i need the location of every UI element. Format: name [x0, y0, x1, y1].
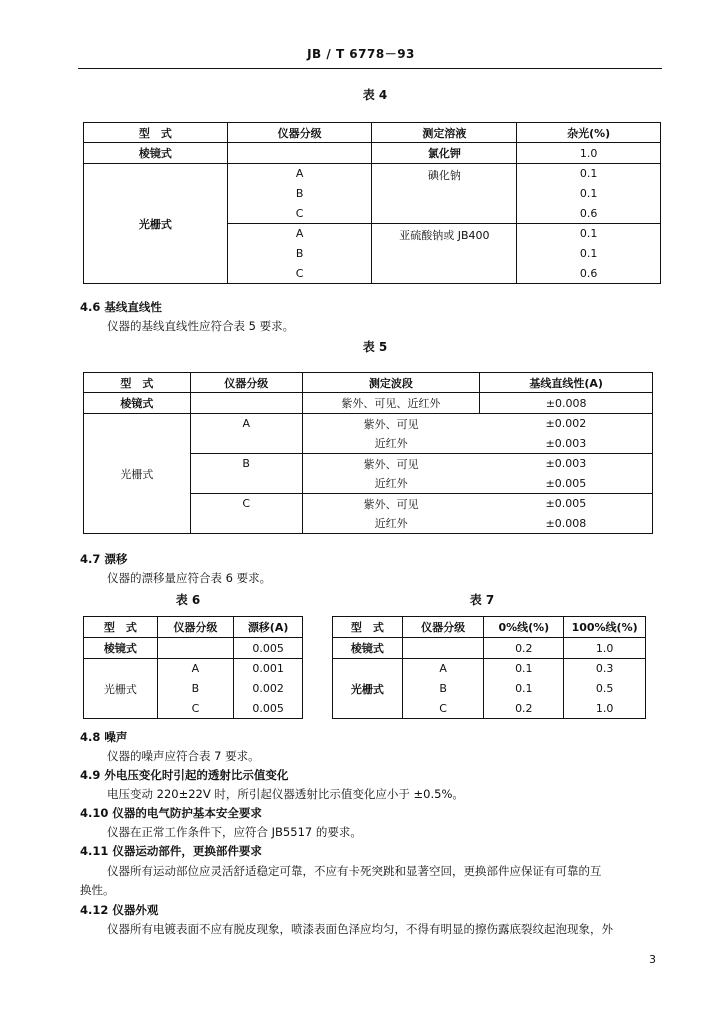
- table5-cell-band: 紫外、可见: [363, 417, 419, 431]
- table7-header-zero-line: 0%线(%): [484, 617, 564, 638]
- section-4-6-body: 仪器的基线直线性应符合表 5 要求。: [107, 319, 295, 333]
- table4-cell-value: 1.0: [517, 143, 661, 164]
- table5-cell-value: ±0.003: [480, 454, 653, 474]
- table5-cell-level: C: [190, 494, 302, 534]
- table4-cell-solution: 氯化钾: [372, 143, 517, 164]
- section-4-9-title: 4.9 外电压变化时引起的透射比示值变化: [80, 768, 289, 782]
- table6-cell-level: C: [157, 699, 234, 719]
- table7-cell-full: 1.0: [564, 699, 646, 719]
- table5: [83, 372, 653, 534]
- table5-cell-grating: 光栅式: [84, 414, 191, 534]
- table7-cell-full: 0.3: [564, 659, 646, 679]
- table5-cell-value: ±0.005: [480, 494, 653, 514]
- table6-cell-value: 0.005: [234, 638, 303, 659]
- table4-cell-type: 棱镜式: [84, 143, 228, 164]
- table7-header-full-line: 100%线(%): [564, 617, 646, 638]
- table7-cell-zero: 0.2: [484, 638, 564, 659]
- table5-cell-value: ±0.008: [480, 514, 653, 534]
- table6-cell-grating: 光栅式: [84, 659, 158, 719]
- table6-header-drift: 漂移(A): [234, 617, 303, 638]
- table6: [83, 616, 303, 719]
- table6-header-level: 仪器分级: [157, 617, 234, 638]
- table4-cell-value: 0.1: [517, 164, 661, 184]
- table5-cell-band: 紫外、可见、近红外: [302, 393, 480, 414]
- standard-code-header: JB / T 6778－93: [307, 47, 415, 61]
- table4-header-solution: 测定溶液: [372, 123, 517, 143]
- header-rule: [78, 68, 662, 69]
- section-4-8-title: 4.8 噪声: [80, 730, 128, 744]
- table5-cell-level: A: [190, 414, 302, 454]
- table7-cell-full: 0.5: [564, 679, 646, 699]
- table4-cell-level: C: [227, 204, 372, 224]
- table5-cell-band: 近红外: [302, 474, 480, 494]
- table5-header-band: 测定波段: [302, 373, 480, 393]
- table7-header-level: 仪器分级: [402, 617, 484, 638]
- table5-cell-value: ±0.005: [480, 474, 653, 494]
- section-4-10-body: 仪器在正常工作条件下，应符合 JB5517 的要求。: [107, 825, 362, 839]
- table5-header-level: 仪器分级: [190, 373, 302, 393]
- table4-cell-grating: 光栅式: [84, 164, 228, 284]
- table4-cell-value: 0.1: [517, 224, 661, 244]
- section-4-11-body-line1: 仪器所有运动部位应灵活舒适稳定可靠，不应有卡死突跳和显著空回，更换部件应保证有可靠的互: [107, 864, 602, 878]
- table7-cell-zero: 0.2: [484, 699, 564, 719]
- section-4-7-title: 4.7 漂移: [80, 552, 128, 566]
- table4-header-type: 型 式: [84, 123, 228, 143]
- section-4-11-title: 4.11 仪器运动部件，更换部件要求: [80, 844, 262, 858]
- table7-caption: 表 7: [469, 593, 495, 607]
- table7-header-type: 型 式: [333, 617, 403, 638]
- table7-cell-grating: 光栅式: [333, 659, 403, 719]
- table6-cell-level: A: [157, 659, 234, 679]
- section-4-11-body-line2: 换性。: [80, 883, 115, 897]
- table4-caption: 表 4: [362, 88, 388, 102]
- table4-cell-level: A: [227, 224, 372, 244]
- table7-cell-zero: 0.1: [484, 659, 564, 679]
- table4-cell-value: 0.1: [517, 184, 661, 204]
- table4-cell-value: 0.1: [517, 244, 661, 264]
- table4-cell-level: [227, 143, 372, 164]
- table6-cell-level: B: [157, 679, 234, 699]
- table5-header-type: 型 式: [84, 373, 191, 393]
- section-4-9-body: 电压变动 220±22V 时，所引起仪器透射比示值变化应小于 ±0.5%。: [107, 787, 464, 801]
- table5-cell-level: [190, 393, 302, 414]
- table4-header-level: 仪器分级: [227, 123, 372, 143]
- section-4-10-title: 4.10 仪器的电气防护基本安全要求: [80, 806, 262, 820]
- table5-cell-value: ±0.002: [480, 414, 653, 434]
- table7: [332, 616, 646, 719]
- page-number: 3: [649, 953, 656, 966]
- table5-cell-value: ±0.003: [480, 434, 653, 454]
- section-4-7-body: 仪器的漂移量应符合表 6 要求。: [107, 571, 272, 585]
- section-4-8-body: 仪器的噪声应符合表 7 要求。: [107, 749, 260, 763]
- table4-cell-level: C: [227, 264, 372, 284]
- table6-cell-type: 棱镜式: [84, 638, 158, 659]
- table5-cell-type: 棱镜式: [84, 393, 191, 414]
- table4-cell-level: B: [227, 184, 372, 204]
- table4: [83, 122, 661, 284]
- table4-cell-solution: 碘化钠: [372, 164, 517, 224]
- table7-cell-level: B: [402, 679, 484, 699]
- table6-header-type: 型 式: [84, 617, 158, 638]
- table4-header-straylight: 杂光(%): [517, 123, 661, 143]
- table7-cell-level: C: [402, 699, 484, 719]
- table6-cell-value: 0.001: [234, 659, 303, 679]
- table5-cell-level: B: [190, 454, 302, 494]
- table7-cell-zero: 0.1: [484, 679, 564, 699]
- table7-cell-level: [402, 638, 484, 659]
- table6-cell-value: 0.005: [234, 699, 303, 719]
- table5-cell-band: 近红外: [302, 514, 480, 534]
- table5-cell-band: 紫外、可见: [363, 497, 419, 511]
- table6-cell-level: [157, 638, 234, 659]
- section-4-12-body: 仪器所有电镀表面不应有脱皮现象，喷漆表面色泽应均匀，不得有明显的擦伤露底裂纹起泡现象，外: [107, 922, 613, 936]
- table5-cell-band: 近红外: [302, 434, 480, 454]
- table7-cell-level: A: [402, 659, 484, 679]
- section-4-12-title: 4.12 仪器外观: [80, 903, 159, 917]
- table7-cell-full: 1.0: [564, 638, 646, 659]
- table5-caption: 表 5: [362, 340, 388, 354]
- section-4-6-title: 4.6 基线直线性: [80, 300, 162, 314]
- table5-cell-band: 紫外、可见: [363, 457, 419, 471]
- table6-cell-value: 0.002: [234, 679, 303, 699]
- table7-cell-type: 棱镜式: [333, 638, 403, 659]
- table6-caption: 表 6: [175, 593, 201, 607]
- table4-cell-level: B: [227, 244, 372, 264]
- table5-header-linearity: 基线直线性(A): [480, 373, 653, 393]
- table4-cell-solution: 亚硫酸钠或 JB400: [372, 224, 517, 284]
- table4-cell-level: A: [227, 164, 372, 184]
- table4-cell-value: 0.6: [517, 204, 661, 224]
- table5-cell-value: ±0.008: [480, 393, 653, 414]
- table4-cell-value: 0.6: [517, 264, 661, 284]
